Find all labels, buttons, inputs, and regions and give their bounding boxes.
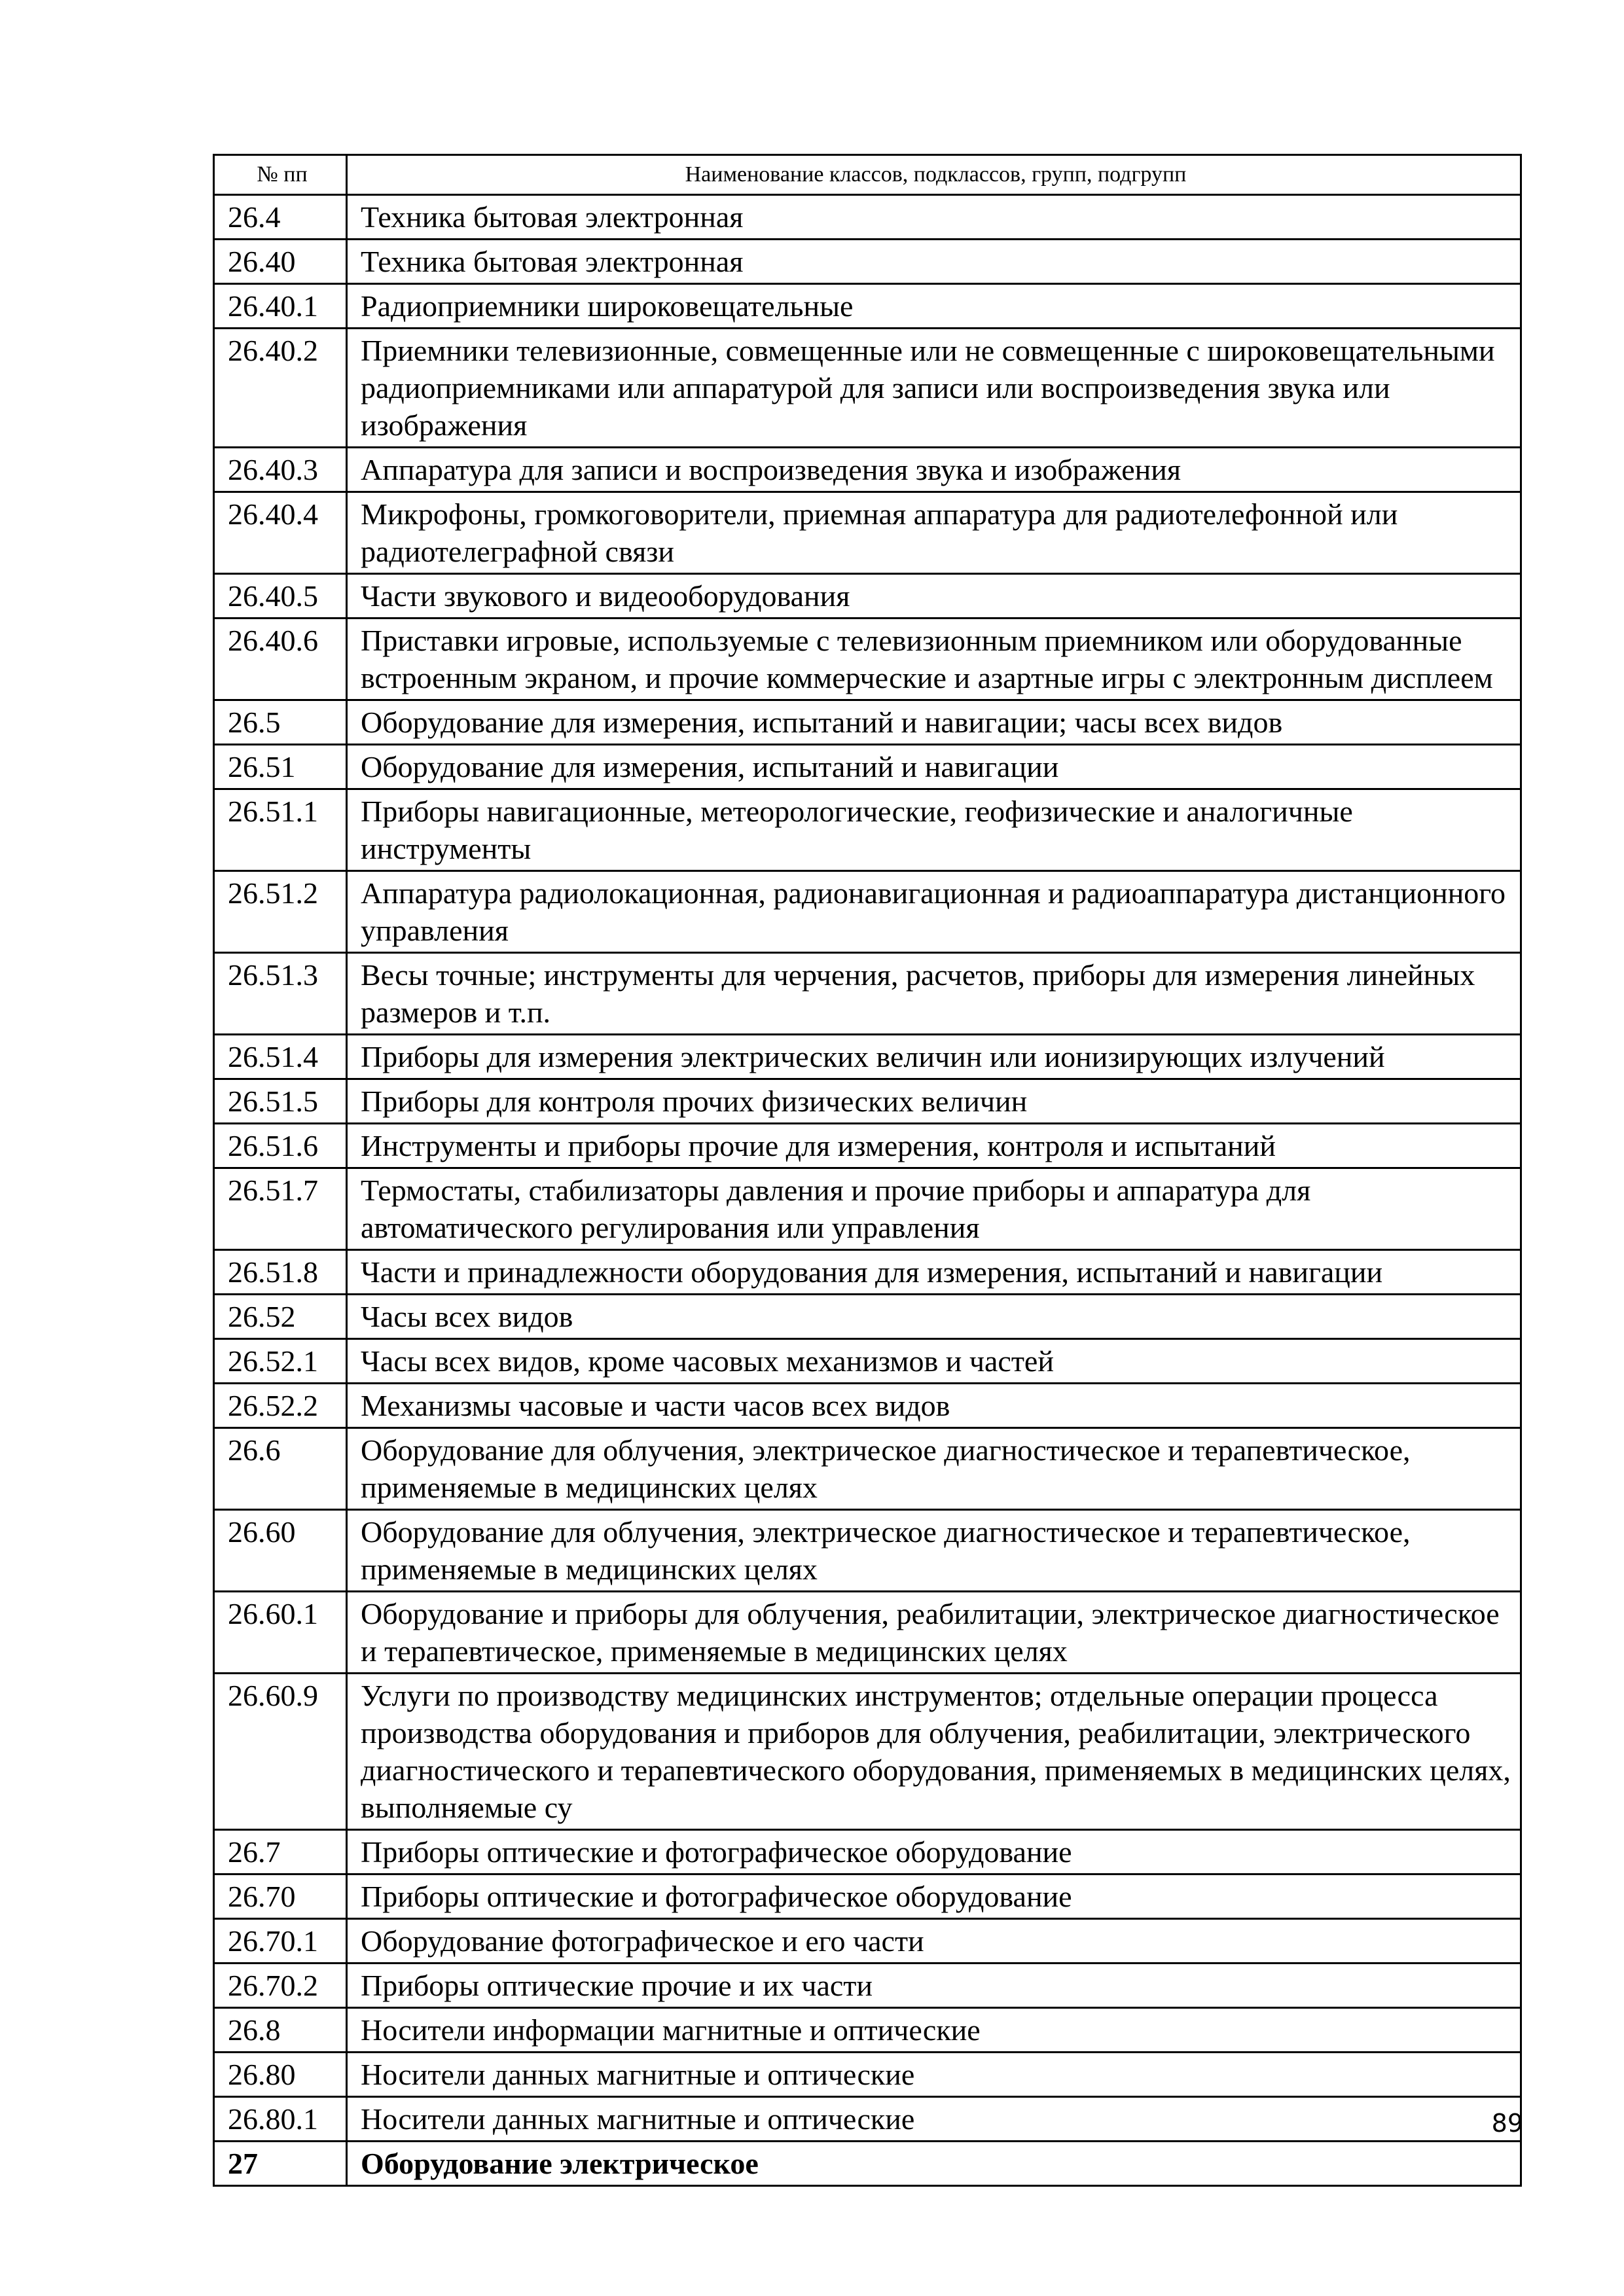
row-name: Аппаратура радиолокационная, радионавигационная и радиоаппаратура дистанционного управления <box>347 871 1521 953</box>
table-row <box>214 1964 1521 2008</box>
table-row <box>214 492 1521 574</box>
table-row <box>214 1384 1521 1428</box>
table-row <box>214 240 1521 284</box>
row-name: Механизмы часовые и части часов всех видов <box>347 1384 1521 1428</box>
row-code: 26.52.2 <box>214 1384 347 1428</box>
row-name: Оборудование электрическое <box>347 2142 1521 2186</box>
row-code: 26.52.1 <box>214 1339 347 1384</box>
row-name: Приборы оптические прочие и их части <box>347 1964 1521 2008</box>
row-name: Техника бытовая электронная <box>347 240 1521 284</box>
table-row <box>214 2053 1521 2097</box>
row-code: 26.8 <box>214 2008 347 2053</box>
row-name: Весы точные; инструменты для черчения, расчетов, приборы для измерения линейных размеров и т.п. <box>347 953 1521 1035</box>
row-code: 26.40 <box>214 240 347 284</box>
table-row <box>214 329 1521 448</box>
row-code: 26.51.8 <box>214 1250 347 1295</box>
row-code: 26.40.6 <box>214 619 347 700</box>
table-row <box>214 2097 1521 2142</box>
row-name: Оборудование для облучения, электрическое диагностическое и терапевтическое, применяемые в медицинских целях <box>347 1510 1521 1592</box>
row-name: Оборудование для измерения, испытаний и навигации; часы всех видов <box>347 700 1521 745</box>
row-code: 26.52 <box>214 1295 347 1339</box>
header-number: № пп <box>214 155 347 195</box>
row-name: Оборудование и приборы для облучения, реабилитации, электрическое диагностическое и терапевтическое, применяемые в медицинских целях <box>347 1592 1521 1674</box>
row-name: Техника бытовая электронная <box>347 195 1521 240</box>
row-name: Носители данных магнитные и оптические <box>347 2053 1521 2097</box>
row-name: Термостаты, стабилизаторы давления и прочие приборы и аппаратура для автоматического регулирования или управления <box>347 1168 1521 1250</box>
row-code: 26.51.4 <box>214 1035 347 1079</box>
row-name: Услуги по производству медицинских инструментов; отдельные операции процесса производства оборудования и приборов для облучения, реабилитации, электрического диагностического и терапевтического оборудования, применяемых в медицинских целях, выполняемые су <box>347 1674 1521 1830</box>
table-row <box>214 1168 1521 1250</box>
table-row <box>214 1428 1521 1510</box>
table-row <box>214 871 1521 953</box>
table-row <box>214 1339 1521 1384</box>
row-code: 26.51.6 <box>214 1124 347 1168</box>
row-name: Приборы для контроля прочих физических величин <box>347 1079 1521 1124</box>
row-name: Части звукового и видеооборудования <box>347 574 1521 619</box>
table-row <box>214 284 1521 329</box>
row-code: 26.70.2 <box>214 1964 347 2008</box>
row-code: 26.51 <box>214 745 347 789</box>
table-row <box>214 1510 1521 1592</box>
row-code: 26.6 <box>214 1428 347 1510</box>
row-code: 26.51.1 <box>214 789 347 871</box>
table-row <box>214 2008 1521 2053</box>
row-name: Носители информации магнитные и оптические <box>347 2008 1521 2053</box>
row-name: Инструменты и приборы прочие для измерения, контроля и испытаний <box>347 1124 1521 1168</box>
row-code: 26.60.9 <box>214 1674 347 1830</box>
row-name: Приемники телевизионные, совмещенные или не совмещенные с широковещательными радиоприемниками или аппаратурой для записи или воспроизведения звука или изображения <box>347 329 1521 448</box>
row-code: 26.40.3 <box>214 448 347 492</box>
table-row <box>214 1295 1521 1339</box>
table-body <box>214 195 1521 2186</box>
table-header-row <box>214 155 1521 195</box>
table-row <box>214 448 1521 492</box>
table-row <box>214 1079 1521 1124</box>
row-name: Приборы оптические и фотографическое оборудование <box>347 1830 1521 1874</box>
row-code: 26.7 <box>214 1830 347 1874</box>
table-row <box>214 1674 1521 1830</box>
table-row <box>214 574 1521 619</box>
row-name: Приборы для измерения электрических величин или ионизирующих излучений <box>347 1035 1521 1079</box>
row-code: 26.40.5 <box>214 574 347 619</box>
table-row <box>214 745 1521 789</box>
row-code: 26.70.1 <box>214 1919 347 1964</box>
row-code: 26.51.3 <box>214 953 347 1035</box>
row-name: Носители данных магнитные и оптические <box>347 2097 1521 2142</box>
row-name: Часы всех видов <box>347 1295 1521 1339</box>
table-row <box>214 1250 1521 1295</box>
page-number: 89 <box>1491 2109 1523 2138</box>
table-row <box>214 1592 1521 1674</box>
table-row <box>214 789 1521 871</box>
table-row <box>214 2142 1521 2186</box>
row-code: 26.60 <box>214 1510 347 1592</box>
table-row <box>214 1124 1521 1168</box>
row-name: Оборудование для облучения, электрическое диагностическое и терапевтическое, применяемые в медицинских целях <box>347 1428 1521 1510</box>
table-row <box>214 1919 1521 1964</box>
table-row <box>214 953 1521 1035</box>
row-code: 26.5 <box>214 700 347 745</box>
table-row <box>214 1035 1521 1079</box>
row-code: 26.51.5 <box>214 1079 347 1124</box>
row-name: Оборудование для измерения, испытаний и навигации <box>347 745 1521 789</box>
row-name: Приборы оптические и фотографическое оборудование <box>347 1874 1521 1919</box>
row-name: Часы всех видов, кроме часовых механизмов и частей <box>347 1339 1521 1384</box>
row-name: Микрофоны, громкоговорители, приемная аппаратура для радиотелефонной или радиотелеграфной связи <box>347 492 1521 574</box>
table-row <box>214 1830 1521 1874</box>
row-name: Приборы навигационные, метеорологические, геофизические и аналогичные инструменты <box>347 789 1521 871</box>
table-row <box>214 700 1521 745</box>
row-code: 26.40.2 <box>214 329 347 448</box>
row-code: 26.40.4 <box>214 492 347 574</box>
row-code: 26.80 <box>214 2053 347 2097</box>
table-row <box>214 1874 1521 1919</box>
row-code: 26.51.7 <box>214 1168 347 1250</box>
classification-table <box>213 154 1522 2187</box>
row-name: Аппаратура для записи и воспроизведения звука и изображения <box>347 448 1521 492</box>
table-row <box>214 195 1521 240</box>
row-code: 26.4 <box>214 195 347 240</box>
row-name: Приставки игровые, используемые с телевизионным приемником или оборудованные встроенным экраном, и прочие коммерческие и азартные игры с электронным дисплеем <box>347 619 1521 700</box>
row-code: 26.40.1 <box>214 284 347 329</box>
row-code: 26.51.2 <box>214 871 347 953</box>
header-name: Наименование классов, подклассов, групп, подгрупп <box>347 155 1521 195</box>
row-code: 26.70 <box>214 1874 347 1919</box>
row-code: 26.80.1 <box>214 2097 347 2142</box>
row-name: Части и принадлежности оборудования для измерения, испытаний и навигации <box>347 1250 1521 1295</box>
row-name: Радиоприемники широковещательные <box>347 284 1521 329</box>
table-row <box>214 619 1521 700</box>
row-code: 26.60.1 <box>214 1592 347 1674</box>
row-code: 27 <box>214 2142 347 2186</box>
row-name: Оборудование фотографическое и его части <box>347 1919 1521 1964</box>
